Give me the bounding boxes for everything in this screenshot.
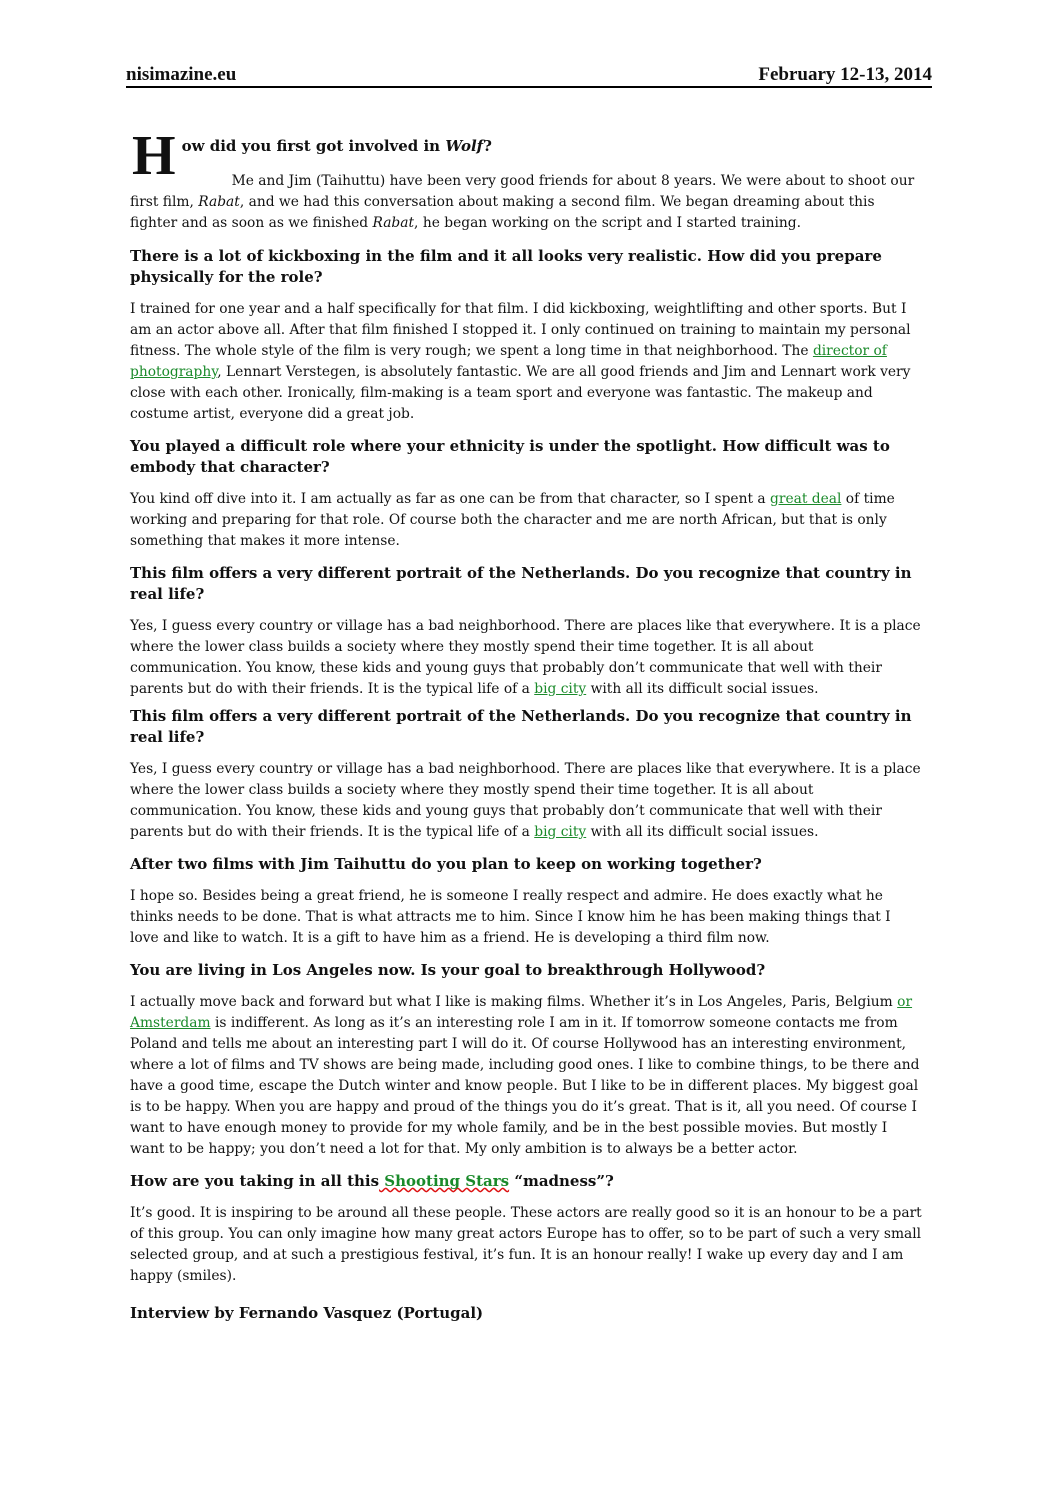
answer-text: with all its difficult social issues. [586,824,819,840]
link-shooting-stars[interactable]: Shooting Stars [379,1172,510,1190]
answer-text: Yes, I guess every country or village has a bad neighborhood. There are places like that everywhere. It is a place where the lower class builds a society where they mostly spend their time together. It is all about communication. You know, these kids and young guys that probably don’t communicate that well with their parents but do with their friends. It is the typical life of a [130,618,921,697]
film-title: Rabat [198,194,240,210]
question: This film offers a very different portrait of the Netherlands. Do you recognize that country in real life? [130,564,912,603]
question: After two films with Jim Taihuttu do you plan to keep on working together? [130,855,762,873]
answer [130,616,922,700]
answer-text: You kind off dive into it. I am actually as far as one can be from that character, so I spent a [130,491,771,507]
answer-text: , Lennart Verstegen, is absolutely fantastic. We are all good friends and Jim and Lennart work very close with each other. Ironically, film-making is a team sport and everyone was fantastic. The makeup and costume artist, everyone did a great job. [130,364,911,422]
question [130,1171,922,1192]
answer-text: is indifferent. As long as it’s an interesting role I am in it. If tomorrow someone contacts me from Poland and tells me about an interesting part I will do it. Of course Hollywood has an interesting environment, where a lot of films and TV shows are being made, including good ones. I like to combine things, to be there and have a good time, escape the Dutch winter and know people. But I like to be in different places. My biggest goal is to be happy. When you are happy and proud of the things you do it’s great. That is it, all you need. Of course I want to have enough money to provide for my whole family, and be in the best possible movies. But mostly I want to be happy; you don’t need a lot for that. My only ambition is to always be a better actor. [130,1015,920,1157]
answer: It’s good. It is inspiring to be around all these people. These actors are really good so it is an honour to be a part of this group. You can only imagine how many great actors Europe has to offer, so to be part of such a very small selected group, and at such a prestigious festival, it’s fun. It is an honour really! I wake up every day and I am happy (smiles). [130,1205,922,1284]
answer-text: I trained for one year and a half specifically for that film. I did kickboxing, weightlifting and other sports. But I am an actor above all. After that film finished I stopped it. I only continued on training to maintain my personal fitness. The whole style of the film is very rough; we spent a long time in that neighborhood. The [130,301,911,359]
answer [130,299,922,425]
question [130,130,922,157]
byline: Interview by Fernando Vasquez (Portugal) [130,1304,484,1322]
answer-text: I actually move back and forward but what I like is making films. Whether it’s in Los Angeles, Paris, Belgium [130,994,898,1010]
article-body [130,125,922,1339]
page-header [126,62,932,88]
question-text: “madness”? [509,1172,614,1190]
answer-text: Me and Jim (Taihuttu) have been very good friends for about 8 years. We were about to shoot our first film, [130,173,915,210]
link-director-of-photography[interactable]: director of photography [130,343,887,380]
issue-date: February 12-13, 2014 [758,64,932,85]
answer [130,489,922,552]
answer [130,171,922,234]
answer [130,992,922,1160]
answer-text: of time working and preparing for that role. Of course both the character and me are north African, but that is only something that makes it more intense. [130,491,895,549]
answer-text: Yes, I guess every country or village has a bad neighborhood. There are places like that everywhere. It is a place where the lower class builds a society where they mostly spend their time together. It is all about communication. You know, these kids and young guys that probably don’t communicate that well with their parents but do with their friends. It is the typical life of a [130,761,921,840]
question: This film offers a very different portrait of the Netherlands. Do you recognize that country in real life? [130,707,912,746]
link-big-city[interactable]: big city [534,681,587,697]
question-text: How are you taking in all this [130,1172,380,1190]
link-or-amsterdam[interactable]: or Amsterdam [130,994,913,1031]
question-mark: ? [483,137,492,155]
question: You played a difficult role where your ethnicity is under the spotlight. How difficult was to embody that character? [130,437,890,476]
intro-section [130,125,922,234]
question-text: ow did you first got involved in [181,137,446,155]
answer-text: , and we had this conversation about making a second film. We began dreaming about this fighter and as soon as we finished [130,194,875,231]
answer-text: with all its difficult social issues. [586,681,819,697]
film-title: Wolf [445,137,484,155]
answer [130,759,922,843]
drop-cap: H [132,125,176,187]
link-great-deal[interactable]: great deal [770,491,842,507]
film-title: Rabat [372,215,415,231]
link-big-city[interactable]: big city [534,824,587,840]
site-name: nisimazine.eu [126,64,237,85]
answer-text: , he began working on the script and I started training. [414,215,802,231]
question: There is a lot of kickboxing in the film and it all looks very realistic. How did you prepare physically for the role? [130,247,882,286]
question: You are living in Los Angeles now. Is your goal to breakthrough Hollywood? [130,961,766,979]
answer: I hope so. Besides being a great friend, he is someone I really respect and admire. He does exactly what he thinks needs to be done. That is what attracts me to him. Since I know him he has been making things that I love and like to watch. It is a gift to have him as a friend. He is developing a third film now. [130,888,891,946]
